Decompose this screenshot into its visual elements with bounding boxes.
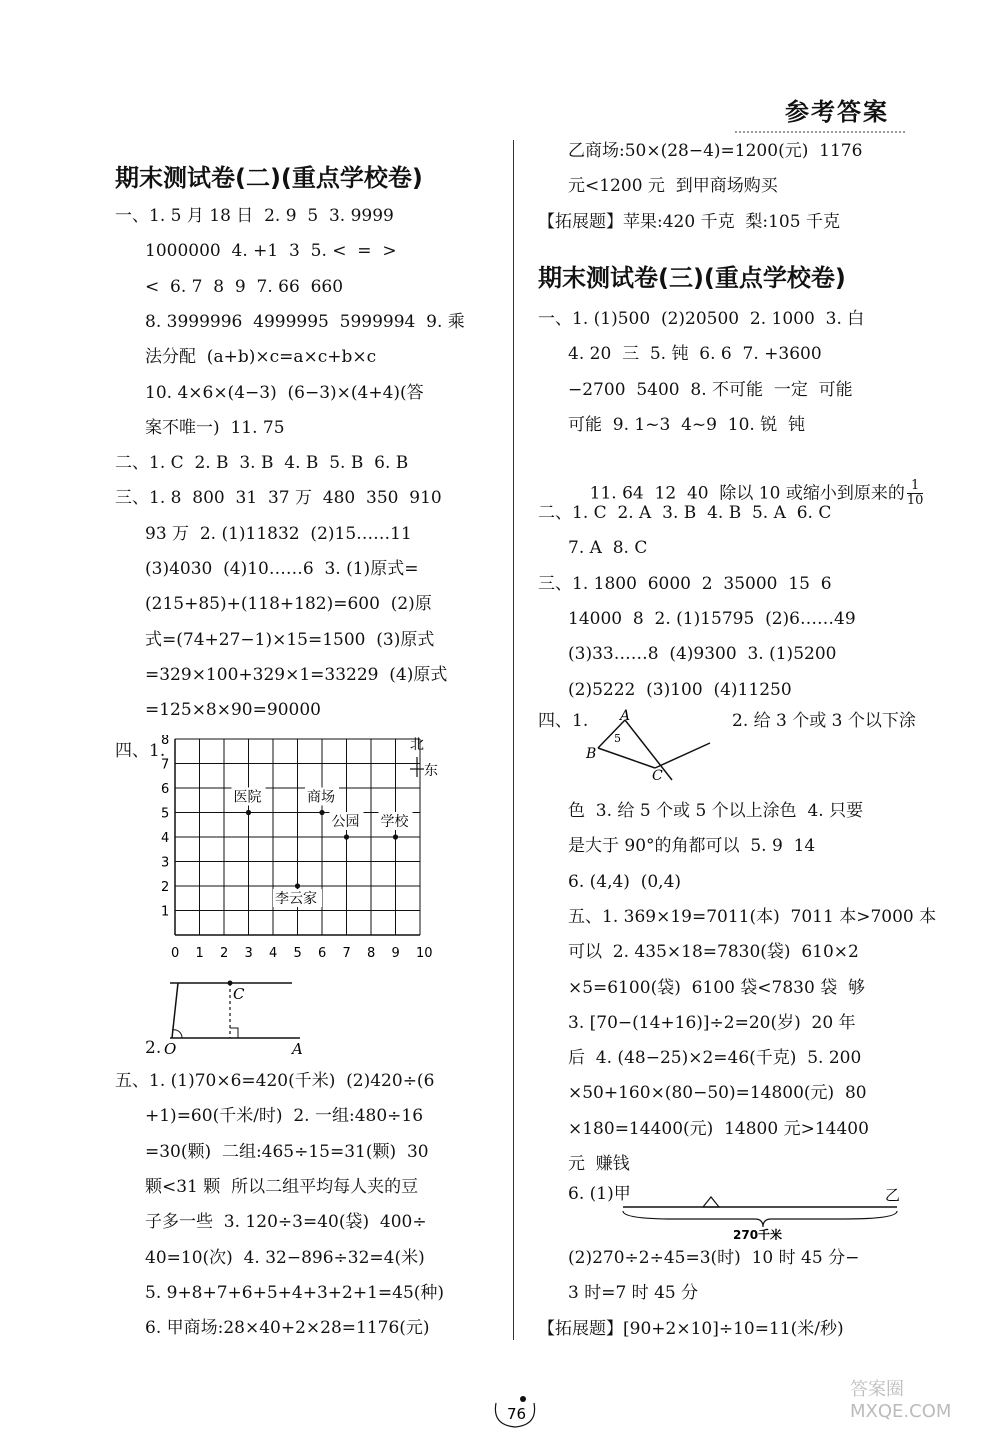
answer-line: < 6. 7 8 9 7. 66 660	[145, 276, 344, 297]
answer-line: 一、1. 5 月 18 日 2. 9 5 3. 9999	[115, 206, 394, 226]
answer-line: ×5=6100(袋) 6100 袋<7830 袋 够	[568, 977, 866, 998]
label-a: A	[292, 1040, 303, 1055]
distance-diagram	[615, 1185, 915, 1240]
answer-line: 3 时=7 时 45 分	[568, 1283, 699, 1304]
x-tick-label: 10	[416, 946, 433, 961]
answer-line: 二、1. C 2. B 3. B 4. B 5. B 6. B	[115, 453, 409, 474]
right-line-11-text: 11. 64 12 40 除以 10 或缩小到原来的	[589, 483, 905, 504]
answer-line: 案不唯一) 11. 75	[145, 417, 285, 438]
answer-line: 93 万 2. (1)11832 (2)15……11	[145, 523, 412, 544]
edge-c-ray	[655, 743, 710, 768]
y-tick-label: 3	[161, 855, 170, 871]
answer-line: 颗<31 颗 所以二组平均每人夹的豆	[145, 1176, 419, 1197]
answer-line: 法分配 (a+b)×c=a×c+b×c	[145, 347, 377, 368]
answer-line: 40=10(次) 4. 32−896÷32=4(米)	[145, 1247, 425, 1268]
y-tick-label: 4	[161, 831, 170, 846]
answer-line: 10. 4×6×(4−3) (6−3)×(4+4)(答	[145, 382, 424, 403]
answer-line: 乙商场:50×(28−4)=1200(元) 1176	[568, 141, 863, 161]
place-point	[246, 810, 251, 815]
answer-line: (2)270÷2÷45=3(时) 10 时 45 分−	[568, 1248, 860, 1268]
place-label: 公园	[331, 814, 360, 830]
answer-line: 三、1. 1800 6000 2 35000 15 6	[538, 573, 832, 594]
x-tick-label: 6	[318, 946, 327, 961]
answer-line: 【拓展题】[90+2×10]÷10=11(米/秒)	[538, 1318, 844, 1339]
tri-label-a: A	[620, 708, 631, 724]
edge-bc	[598, 748, 655, 768]
distance-brace	[623, 1211, 897, 1227]
place-label: 医院	[233, 789, 262, 806]
x-tick-label: 3	[244, 946, 253, 961]
answer-line: 可以 2. 435×18=7830(袋) 610×2	[568, 942, 859, 963]
y-tick-label: 8	[161, 735, 170, 748]
y-tick-label: 6	[161, 782, 170, 797]
left-q4-2-label: 2.	[145, 1038, 162, 1058]
answer-line: 4. 20 三 5. 钝 6. 6 7. +3600	[568, 344, 822, 365]
place-point	[344, 834, 349, 839]
perpendicular-figure	[140, 975, 310, 1058]
x-tick-label: 5	[293, 946, 302, 961]
label-c: C	[233, 985, 245, 1003]
end-label: 乙	[885, 1186, 901, 1204]
edge-ac-extended	[625, 720, 672, 780]
x-tick-label: 9	[391, 946, 400, 961]
answer-line: 是大于 90°的角都可以 5. 9 14	[568, 836, 816, 857]
answer-line: =329×100+329×1=33229 (4)原式	[145, 664, 448, 685]
page-header	[785, 92, 925, 133]
x-tick-label: 0	[171, 946, 180, 961]
answer-line: (2)5222 (3)100 (4)11250	[568, 679, 792, 700]
answer-line: −2700 5400 8. 不可能 一定 可能	[568, 379, 853, 400]
answer-line: 五、1. 369×19=7011(本) 7011 本>7000 本	[568, 906, 937, 927]
watermark: 答案圈 MXQE.COM	[850, 1379, 952, 1422]
answer-line: 元 赚钱	[568, 1154, 630, 1174]
answer-line: 子多一些 3. 120÷3=40(袋) 400÷	[145, 1212, 427, 1233]
place-label: 学校	[380, 814, 409, 830]
tri-mark: 5	[614, 732, 621, 745]
compass-north: 北	[410, 737, 424, 753]
answer-line: 二、1. C 2. A 3. B 4. B 5. A 6. C	[538, 503, 832, 523]
answer-line: 6. (4,4) (0,4)	[568, 871, 682, 892]
x-tick-label: 2	[220, 946, 229, 961]
answer-line: ×180=14400(元) 14800 元>14400	[568, 1118, 869, 1139]
x-tick-label: 4	[269, 946, 278, 961]
place-point	[393, 834, 398, 839]
x-tick-label: 8	[367, 946, 376, 961]
y-tick-label: 5	[161, 806, 170, 822]
answer-line: (215+85)+(118+182)=600 (2)原	[145, 594, 432, 615]
answer-line: 7. A 8. C	[568, 538, 648, 559]
triangle-figure	[580, 708, 720, 788]
answer-line: 后 4. (48−25)×2=46(千克) 5. 200	[568, 1048, 862, 1069]
fraction	[907, 479, 924, 509]
answer-line: =125×8×90=90000	[145, 700, 321, 721]
y-tick-label: 2	[161, 880, 170, 895]
right-q4-text: 2. 给 3 个或 3 个以下涂	[732, 711, 916, 731]
left-q4-label: 四、1.	[115, 741, 166, 761]
answer-line: 5. 9+8+7+6+5+4+3+2+1=45(种)	[145, 1282, 445, 1303]
header-title: 参考答案	[785, 98, 889, 126]
answer-line: 式=(74+27−1)×15=1500 (3)原式	[145, 629, 435, 650]
label-o: O	[164, 1040, 177, 1055]
answer-line: 14000 8 2. (1)15795 (2)6……49	[568, 608, 856, 629]
right-q6-label: 6. (1)甲	[568, 1184, 631, 1204]
answer-line: 色 3. 给 5 个或 5 个以上涂色 4. 只要	[568, 801, 864, 821]
fraction-denominator: 10	[906, 493, 924, 509]
page-number: 76	[507, 1405, 527, 1423]
tri-label-c: C	[652, 768, 663, 784]
tri-label-b: B	[586, 746, 597, 762]
place-point	[319, 810, 324, 815]
point-c	[228, 981, 233, 986]
place-point	[295, 883, 300, 888]
place-label: 李云家	[275, 891, 317, 907]
answer-line: (3)33……8 (4)9300 3. (1)5200	[568, 644, 837, 665]
answer-line: (3)4030 (4)10……6 3. (1)原式=	[145, 559, 419, 579]
answer-line: 可能 9. 1~3 4~9 10. 锐 钝	[568, 414, 806, 435]
compass-east: 东	[424, 763, 438, 779]
left-section-title: 期末测试卷(二)(重点学校卷)	[115, 164, 423, 192]
right-q4-label: 四、1.	[538, 711, 589, 731]
answer-line: 五、1. (1)70×6=420(千米) (2)420÷(6	[115, 1071, 435, 1091]
page-number-badge	[490, 1395, 540, 1429]
answer-line: ×50+160×(80−50)=14800(元) 80	[568, 1083, 867, 1104]
meeting-marker	[703, 1197, 719, 1207]
y-tick-label: 7	[161, 757, 170, 773]
fraction-numerator: 1	[907, 479, 924, 494]
answer-line: 【拓展题】苹果:420 千克 梨:105 千克	[538, 211, 840, 232]
x-tick-label: 1	[195, 946, 204, 961]
answer-line: =30(颗) 二组:465÷15=31(颗) 30	[145, 1141, 429, 1162]
answer-line: 三、1. 8 800 31 37 万 480 350 910	[115, 488, 442, 509]
header-divider	[735, 131, 905, 133]
right-section-title: 期末测试卷(三)(重点学校卷)	[538, 264, 846, 292]
answer-line: 元<1200 元 到甲商场购买	[568, 176, 778, 197]
distance-label: 270千米	[733, 1228, 783, 1240]
answer-line: +1)=60(千米/时) 2. 一组:480÷16	[145, 1106, 424, 1127]
column-divider	[513, 140, 514, 1340]
answer-line: 一、1. (1)500 (2)20500 2. 1000 3. 白	[538, 309, 865, 329]
answer-line: 1000000 4. +1 3 5. < = >	[145, 241, 397, 262]
answer-line: 3. [70−(14+16)]÷2=20(岁) 20 年	[568, 1012, 856, 1033]
answer-line: 8. 3999996 4999995 5999994 9. 乘	[145, 311, 465, 332]
x-tick-label: 7	[342, 946, 351, 961]
right-angle-mark	[230, 1028, 238, 1038]
place-label: 商场	[307, 789, 335, 806]
y-tick-label: 1	[161, 904, 170, 920]
badge-dot	[520, 1396, 526, 1402]
coordinate-grid	[140, 735, 440, 970]
answer-line: 6. 甲商场:28×40+2×28=1176(元)	[145, 1318, 430, 1339]
